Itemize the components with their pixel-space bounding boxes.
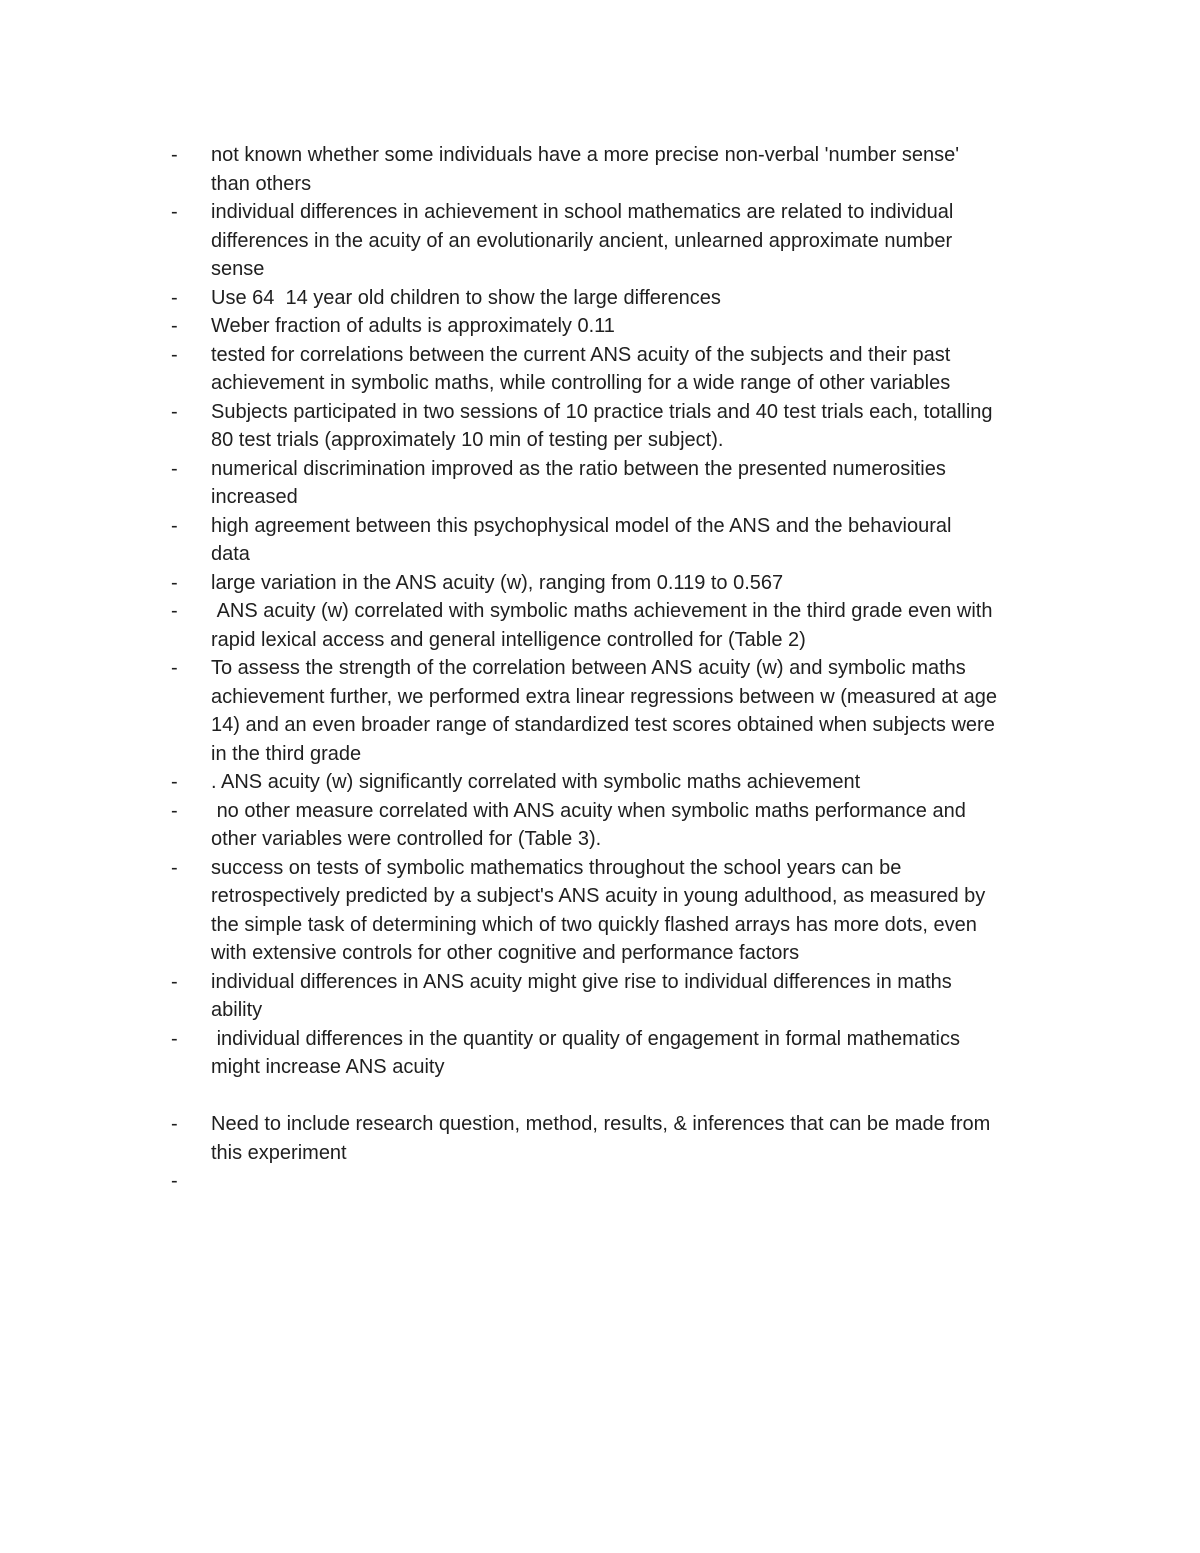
list-item: [171, 312, 1071, 341]
list-item: [171, 455, 1071, 512]
list-item: [171, 768, 1071, 797]
list-item: [171, 198, 1071, 284]
bullet-dash: -: [171, 315, 178, 337]
list-item: [171, 597, 1071, 654]
list-item: [171, 141, 1071, 198]
list-item: [171, 654, 1071, 768]
list-item-text: Use 64 14 year old children to show the large differences: [211, 286, 721, 309]
list-item: [171, 284, 1071, 313]
list-item: [171, 569, 1071, 598]
bullet-dash: -: [171, 514, 178, 537]
list-item-text: individual differences in ANS acuity might give rise to individual differences in maths ability: [211, 970, 952, 1021]
list-item-text: success on tests of symbolic mathematics throughout the school years can be retrospectively predicted by a subject's ANS acuity in young adulthood, as measured by the simple task of determining which of two quickly flashed arrays has more dots, even with extensive controls for other cognitive and performance factors: [211, 856, 986, 964]
bullet-dash: -: [171, 657, 178, 679]
list-item: [171, 1025, 1071, 1082]
list-item: [171, 854, 1071, 968]
bullet-dash: -: [171, 1027, 178, 1050]
bullet-dash: -: [171, 1113, 178, 1135]
list-item-text: tested for correlations between the current ANS acuity of the subjects and their past achievement in symbolic maths, while controlling for a wide range of other variables: [211, 343, 951, 394]
list-item-text: Need to include research question, method, results, & inferences that can be made from this experiment: [211, 1113, 991, 1164]
list-item-text: not known whether some individuals have a more precise non-verbal 'number sense' than others: [211, 144, 960, 195]
list-item-text: ANS acuity (w) correlated with symbolic maths achievement in the third grade even with rapid lexical access and general intelligence controlled for (Table 2): [211, 600, 993, 651]
bullet-dash: -: [171, 343, 178, 366]
list-item-text: high agreement between this psychophysical model of the ANS and the behavioural data: [211, 514, 952, 565]
list-item-text: large variation in the ANS acuity (w), ranging from 0.119 to 0.567: [211, 571, 784, 594]
bullet-dash: -: [171, 600, 178, 622]
list-item-text: Subjects participated in two sessions of 10 practice trials and 40 test trials each, totalling 80 test trials (approximately 10 min of testing per subject).: [211, 400, 993, 451]
list-item: [171, 512, 1071, 569]
list-item-text: no other measure correlated with ANS acuity when symbolic maths performance and other variables were controlled for (Table 3).: [211, 799, 966, 850]
bullet-dash: -: [171, 771, 178, 793]
bullet-dash: -: [171, 400, 178, 423]
bullet-dash: -: [171, 970, 178, 993]
list-item: [171, 1110, 1071, 1167]
list-item-text: . ANS acuity (w) significantly correlated with symbolic maths achievement: [211, 771, 861, 793]
list-item: [171, 797, 1071, 854]
bullet-dash: -: [171, 799, 178, 822]
list-item: [171, 341, 1071, 398]
list-item-text: To assess the strength of the correlation between ANS acuity (w) and symbolic maths achievement further, we performed extra linear regressions between w (measured at age 14) and an even broader range of standardized test scores obtained when subjects were in the third grade: [211, 657, 997, 765]
bullet-dash: -: [171, 1170, 178, 1192]
bullet-dash: -: [171, 144, 178, 166]
bullet-dash: -: [171, 856, 178, 879]
bullet-dash: -: [171, 286, 178, 309]
list-item: [171, 968, 1071, 1025]
bullet-dash: -: [171, 457, 178, 480]
bullet-dash: -: [171, 201, 178, 223]
list-item-text: numerical discrimination improved as the ratio between the presented numerosities increased: [211, 457, 946, 508]
bullet-dash: -: [171, 571, 178, 594]
list-item-empty: [171, 1167, 1071, 1196]
list-item-text: individual differences in the quantity or quality of engagement in formal mathematics might increase ANS acuity: [211, 1027, 960, 1078]
list-item-text: Weber fraction of adults is approximately 0.11: [211, 315, 615, 337]
list-item-text: individual differences in achievement in school mathematics are related to individual differences in the acuity of an evolutionarily ancient, unlearned approximate number sense: [211, 201, 954, 280]
notes-list: [171, 141, 1071, 1196]
list-item: [171, 398, 1071, 455]
